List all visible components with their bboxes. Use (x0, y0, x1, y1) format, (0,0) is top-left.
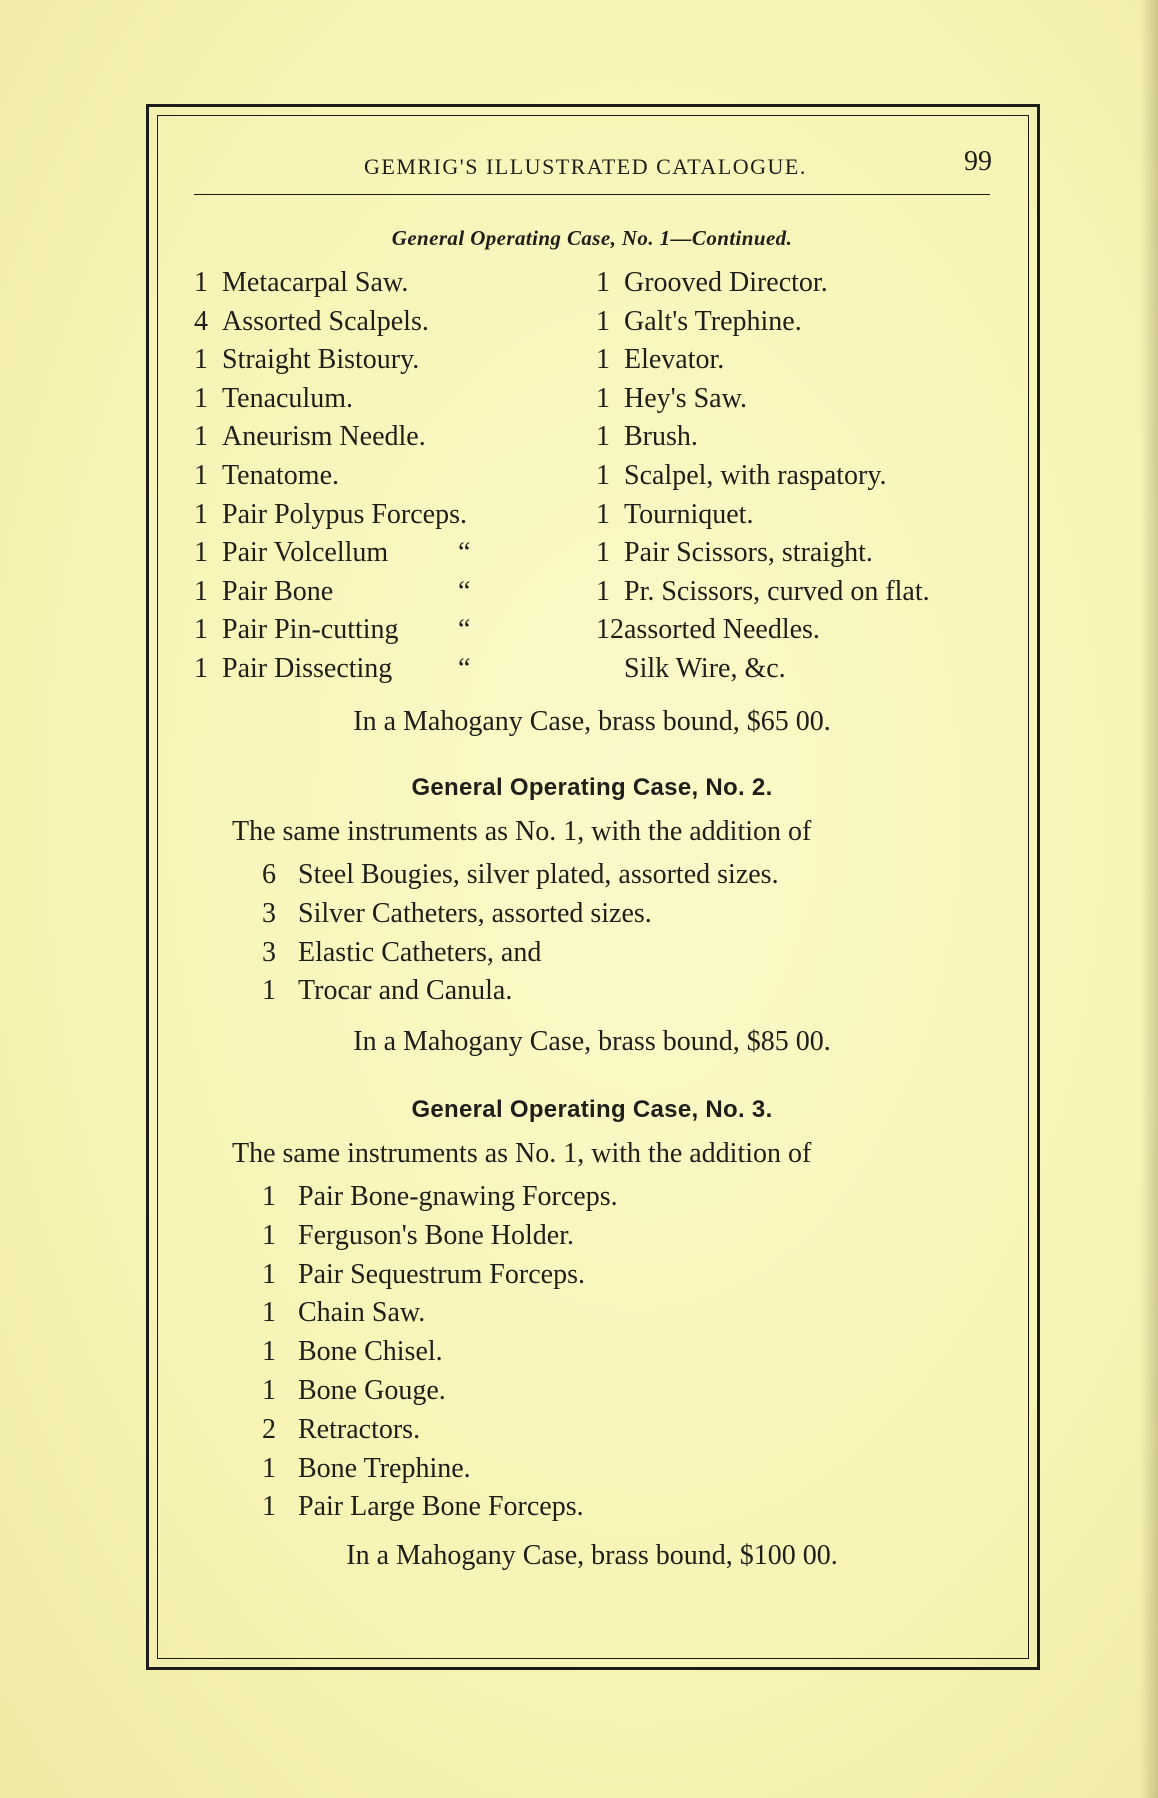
header-rule (194, 194, 990, 195)
case1-left-column (194, 264, 594, 689)
item-quantity: 1 (194, 382, 208, 414)
item-quantity: 1 (194, 498, 208, 530)
item-quantity: 1 (262, 1219, 276, 1251)
case1-heading: General Operating Case, No. 1—Continued. (391, 226, 793, 250)
item-description: assorted Needles. (624, 614, 820, 646)
item-description: Metacarpal Saw. (222, 267, 409, 298)
item-description: Straight Bistoury. (222, 344, 420, 376)
page-number: 99 (964, 146, 992, 177)
list-item (262, 1333, 618, 1372)
list-item (262, 1488, 618, 1527)
item-quantity: 1 (596, 498, 610, 530)
item-description: Scalpel, with raspatory. (624, 459, 887, 491)
case2-heading: General Operating Case, No. 2. (411, 774, 773, 801)
list-item (596, 380, 1016, 419)
item-description: Retractors. (298, 1413, 421, 1445)
item-description: Aneurism Needle. (222, 421, 426, 453)
item-description: Silver Catheters, assorted sizes. (298, 897, 652, 929)
list-item (194, 650, 594, 689)
list-item (194, 418, 594, 457)
item-quantity: 4 (194, 305, 208, 337)
item-description: Galt's Trephine. (624, 305, 802, 337)
list-item (262, 1217, 618, 1256)
item-description: Tourniquet. (624, 498, 754, 530)
item-description: Tenatome. (222, 459, 339, 491)
item-description: Elevator. (624, 344, 725, 376)
item-quantity: 1 (194, 267, 208, 298)
list-item (194, 303, 594, 342)
item-quantity: 1 (596, 537, 610, 569)
item-description: Steel Bougies, silver plated, assorted sizes. (298, 859, 779, 890)
item-quantity: 1 (596, 421, 610, 453)
item-description: Pair Sequestrum Forceps. (298, 1258, 585, 1290)
case1-price: In a Mahogany Case, brass bound, $65 00. (353, 706, 831, 737)
case3-heading: General Operating Case, No. 3. (411, 1096, 773, 1123)
item-quantity: 1 (262, 1258, 276, 1290)
item-quantity: 1 (194, 459, 208, 491)
item-description: Pair Scissors, straight. (624, 537, 873, 569)
item-quantity: 1 (596, 267, 610, 298)
list-item (596, 534, 1016, 573)
list-item (262, 1372, 618, 1411)
item-quantity: 1 (596, 344, 610, 376)
item-quantity: 1 (262, 975, 276, 1007)
item-description: Grooved Director. (624, 267, 828, 298)
item-description: Brush. (624, 421, 698, 453)
ditto-mark: “ (458, 575, 471, 607)
list-item (194, 341, 594, 380)
item-quantity: 2 (262, 1413, 276, 1445)
item-description: Ferguson's Bone Holder. (298, 1219, 574, 1251)
item-description: Pair Dissecting (222, 652, 393, 684)
item-quantity: 12 (596, 614, 624, 646)
item-quantity: 1 (596, 382, 610, 414)
item-description: Assorted Scalpels. (222, 305, 429, 337)
item-description: Chain Saw. (298, 1297, 426, 1329)
item-quantity: 1 (262, 1374, 276, 1406)
item-description: Tenaculum. (222, 382, 353, 414)
item-quantity: 3 (262, 936, 276, 968)
item-quantity: 1 (596, 459, 610, 491)
item-quantity: 3 (262, 897, 276, 929)
list-item (596, 341, 1016, 380)
list-item (262, 1411, 618, 1450)
list-item (596, 650, 1016, 689)
case3-price: In a Mahogany Case, brass bound, $100 00. (346, 1540, 838, 1571)
list-item (596, 303, 1016, 342)
list-item (194, 573, 594, 612)
item-description: Pair Pin-cutting (222, 614, 399, 646)
item-quantity: 1 (194, 537, 208, 569)
list-item (194, 534, 594, 573)
list-item (262, 1256, 618, 1295)
case3-item-list (262, 1178, 618, 1527)
item-description: Pair Large Bone Forceps. (298, 1491, 584, 1523)
item-quantity: 1 (194, 421, 208, 453)
item-quantity: 1 (596, 575, 610, 607)
list-item (194, 380, 594, 419)
item-description: Hey's Saw. (624, 382, 747, 414)
item-description: Bone Trephine. (298, 1452, 471, 1484)
item-description: Trocar and Canula. (298, 975, 513, 1007)
item-quantity: 1 (262, 1452, 276, 1484)
case2-intro: The same instruments as No. 1, with the addition of (232, 816, 812, 847)
item-quantity: 1 (194, 575, 208, 607)
list-item (262, 1178, 618, 1217)
item-quantity: 1 (262, 1297, 276, 1329)
list-item (262, 856, 779, 895)
list-item (262, 1294, 618, 1333)
list-item (194, 264, 594, 303)
item-quantity: 1 (194, 652, 208, 684)
list-item (194, 611, 594, 650)
item-quantity: 1 (262, 1336, 276, 1368)
item-quantity: 1 (194, 614, 208, 646)
item-description: Bone Chisel. (298, 1336, 443, 1368)
list-item (596, 418, 1016, 457)
list-item (596, 611, 1016, 650)
item-description: Pair Volcellum (222, 537, 389, 569)
item-quantity: 6 (262, 859, 276, 890)
ditto-mark: “ (458, 614, 471, 646)
case3-intro: The same instruments as No. 1, with the addition of (232, 1138, 812, 1169)
case1-right-column (596, 264, 1016, 689)
list-item (194, 457, 594, 496)
list-item (596, 573, 1016, 612)
running-title: GEMRIG'S ILLUSTRATED CATALOGUE. (364, 154, 807, 179)
item-description: Silk Wire, &c. (624, 652, 786, 684)
case2-item-list (262, 856, 779, 1011)
page-edge-shadow (1140, 0, 1158, 1798)
list-item (262, 1450, 618, 1489)
list-item (262, 934, 779, 973)
list-item (194, 496, 594, 535)
list-item (596, 264, 1016, 303)
item-description: Pair Bone (222, 575, 334, 607)
list-item (262, 972, 779, 1011)
list-item (596, 496, 1016, 535)
item-description: Pair Polypus Forceps. (222, 498, 467, 530)
item-description: Pair Bone-gnawing Forceps. (298, 1181, 618, 1212)
item-quantity: 1 (194, 344, 208, 376)
ditto-mark: “ (458, 537, 471, 569)
ditto-mark: “ (458, 652, 471, 684)
page-header (194, 146, 994, 190)
item-description: Bone Gouge. (298, 1374, 446, 1406)
item-description: Pr. Scissors, curved on flat. (624, 575, 930, 607)
list-item (262, 895, 779, 934)
case2-price: In a Mahogany Case, brass bound, $85 00. (353, 1026, 831, 1057)
item-description: Elastic Catheters, and (298, 936, 542, 968)
item-quantity: 1 (596, 305, 610, 337)
item-quantity: 1 (262, 1181, 276, 1212)
list-item (596, 457, 1016, 496)
item-quantity: 1 (262, 1491, 276, 1523)
